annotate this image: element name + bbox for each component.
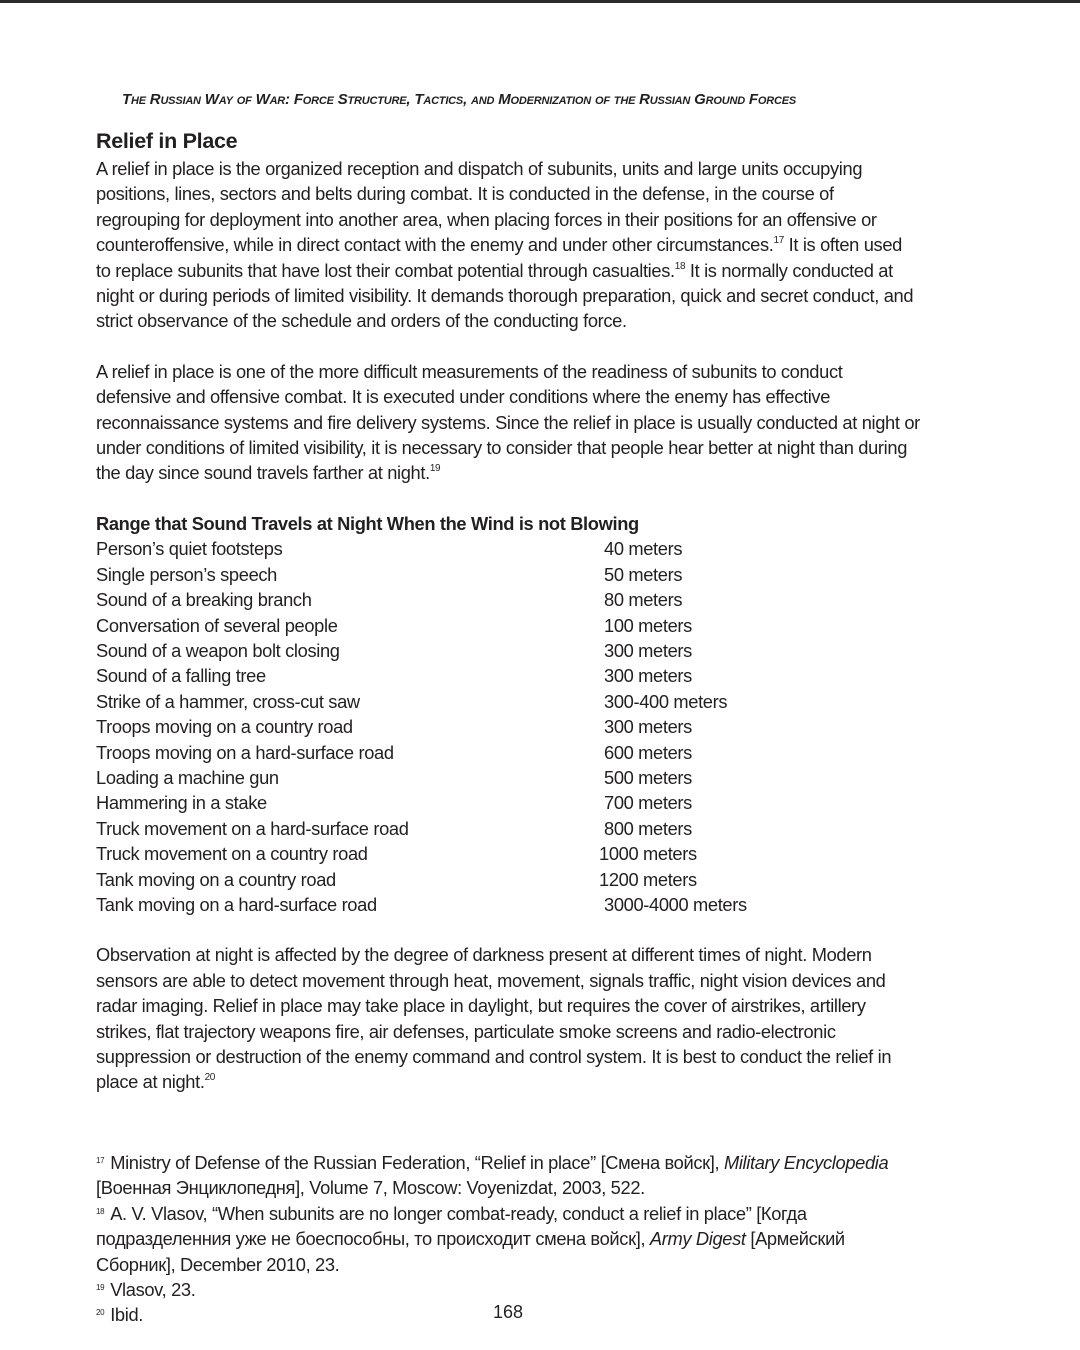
table-row [96,816,921,841]
sound-table-title: Range that Sound Travels at Night When the Wind is not Blowing [96,512,639,534]
italic-title: Army Digest [649,1228,746,1250]
sound-source-label: Single person’s speech [96,563,277,585]
footnote-19 [96,1277,921,1302]
sound-range-value: 300 meters [604,716,692,738]
footnote-number: 20 [96,1308,105,1318]
footnote-reference[interactable]: 20 [204,1072,216,1084]
text-run: A relief in place is one of the more difficult measurements of the readiness of subunits to conduct defensive and offensive combat. It is executed under conditions where the enemy has effective reconnaissance systems and fire delivery systems. Since the relief in place is usually conducted at night or under conditions of limited visibility, it is necessary to consider that people hear better at night than during the day since sound travels farther at night. [96,360,920,484]
table-row [96,663,921,688]
sound-range-value: 800 meters [604,817,692,839]
table-row [96,867,921,892]
sound-source-label: Loading a machine gun [96,766,279,788]
sound-range-value: 3000-4000 meters [604,893,747,915]
footnote-reference[interactable]: 19 [429,463,441,475]
text-run: It is normally conducted at night or during periods of limited visibility. It demands thorough preparation, quick and secret conduct, and strict observance of the schedule and orders of the conducting force. [96,259,914,332]
sound-range-value: 40 meters [604,538,683,560]
paragraph-1 [96,156,921,334]
footnote-number: 17 [96,1156,105,1165]
footnote-17 [96,1150,921,1201]
footnote-number: 18 [96,1206,105,1216]
footnote-18 [96,1201,921,1277]
sound-source-label: Hammering in a stake [96,792,267,814]
paragraph-3 [96,942,921,1094]
table-row [96,765,921,790]
table-row [96,536,921,561]
sound-source-label: Tank moving on a country road [96,868,336,890]
text-run: [Армейский Сборник], December 2010, 23. [96,1228,845,1275]
page-top-border [0,0,1080,3]
page-content [96,126,921,1095]
table-row [96,613,921,638]
section-title: Relief in Place [96,129,238,153]
sound-range-value: 700 meters [604,792,692,814]
sound-range-value: 300 meters [604,639,692,661]
sound-source-label: Conversation of several people [96,614,338,636]
sound-source-label: Troops moving on a hard-surface road [96,741,394,763]
sound-source-label: Sound of a breaking branch [96,589,312,611]
italic-title: Military Encyclopedia [723,1152,889,1173]
sound-range-value: 80 meters [604,589,683,611]
running-head: The Russian Way of War: Force Structure, Tactics, and Modernization of the Russian Ground Forces [122,91,796,108]
text-run: A relief in place is the organized reception and dispatch of subunits, units and large units occupying positions, lines, sectors and belts during combat. It is conducted in the defense, in the course of regrouping for deployment into another area, when placing forces in their positions for an offensive or counteroffensive, while in direct contact with the enemy and under other circumstances. [96,158,877,256]
paragraph-2 [96,359,921,486]
table-row [96,892,921,917]
sound-range-value: 1000 meters [599,843,697,865]
text-run: Vlasov, 23. [110,1279,196,1301]
table-row [96,587,921,612]
text-run: Ibid. [110,1304,144,1326]
text-run: It is often used to replace subunits that have lost their combat potential through casualties. [96,234,902,281]
table-row [96,790,921,815]
sound-range-value: 1200 meters [599,868,697,890]
table-row [96,638,921,663]
sound-source-label: Person’s quiet footsteps [96,538,283,560]
sound-source-label: Truck movement on a country road [96,843,368,865]
sound-source-label: Tank moving on a hard-surface road [96,893,377,915]
sound-range-value: 500 meters [604,766,692,788]
table-row [96,714,921,739]
footnote-reference[interactable]: 18 [674,260,686,272]
text-run: Ministry of Defense of the Russian Federation, “Relief in place” [Смена войск], [110,1152,724,1173]
sound-range-value: 300-400 meters [604,690,728,712]
table-row [96,562,921,587]
table-row [96,740,921,765]
page-number: 168 [492,1302,524,1322]
footnote-number: 19 [96,1283,105,1293]
sound-source-label: Truck movement on a hard-surface road [96,817,409,839]
paragraph-spacer [96,334,921,359]
sound-source-label: Sound of a falling tree [96,665,266,687]
sound-range-table [96,536,921,917]
text-run: A. V. Vlasov, “When subunits are no longer combat-ready, conduct a relief in place” [Когда подразделенния уже не боеспособны, то происходит смена войск], [96,1202,807,1250]
sound-range-value: 50 meters [604,563,683,585]
text-run: [Военная Энциклопедня], Volume 7, Moscow: Voyenizdat, 2003, 522. [96,1177,645,1199]
sound-source-label: Sound of a weapon bolt closing [96,639,340,661]
table-row [96,689,921,714]
footnote-reference[interactable]: 17 [773,235,784,247]
sound-range-value: 600 meters [604,741,692,763]
sound-source-label: Strike of a hammer, cross-cut saw [96,690,360,712]
sound-range-value: 100 meters [604,614,692,636]
table-row [96,841,921,866]
sound-range-value: 300 meters [604,665,692,687]
text-run: Observation at night is affected by the degree of darkness present at different times of night. Modern sensors are able to detect movement through heat, movement, signals traffic, night vision devices and radar imaging. Relief in place may take place in daylight, but requires the cover of airstrikes, artillery strikes, flat trajectory weapons fire, air defenses, particulate smoke screens and radio-electronic suppression or destruction of the enemy command and control system. It is best to conduct the relief in place at night. [96,944,892,1093]
sound-source-label: Troops moving on a country road [96,716,353,738]
